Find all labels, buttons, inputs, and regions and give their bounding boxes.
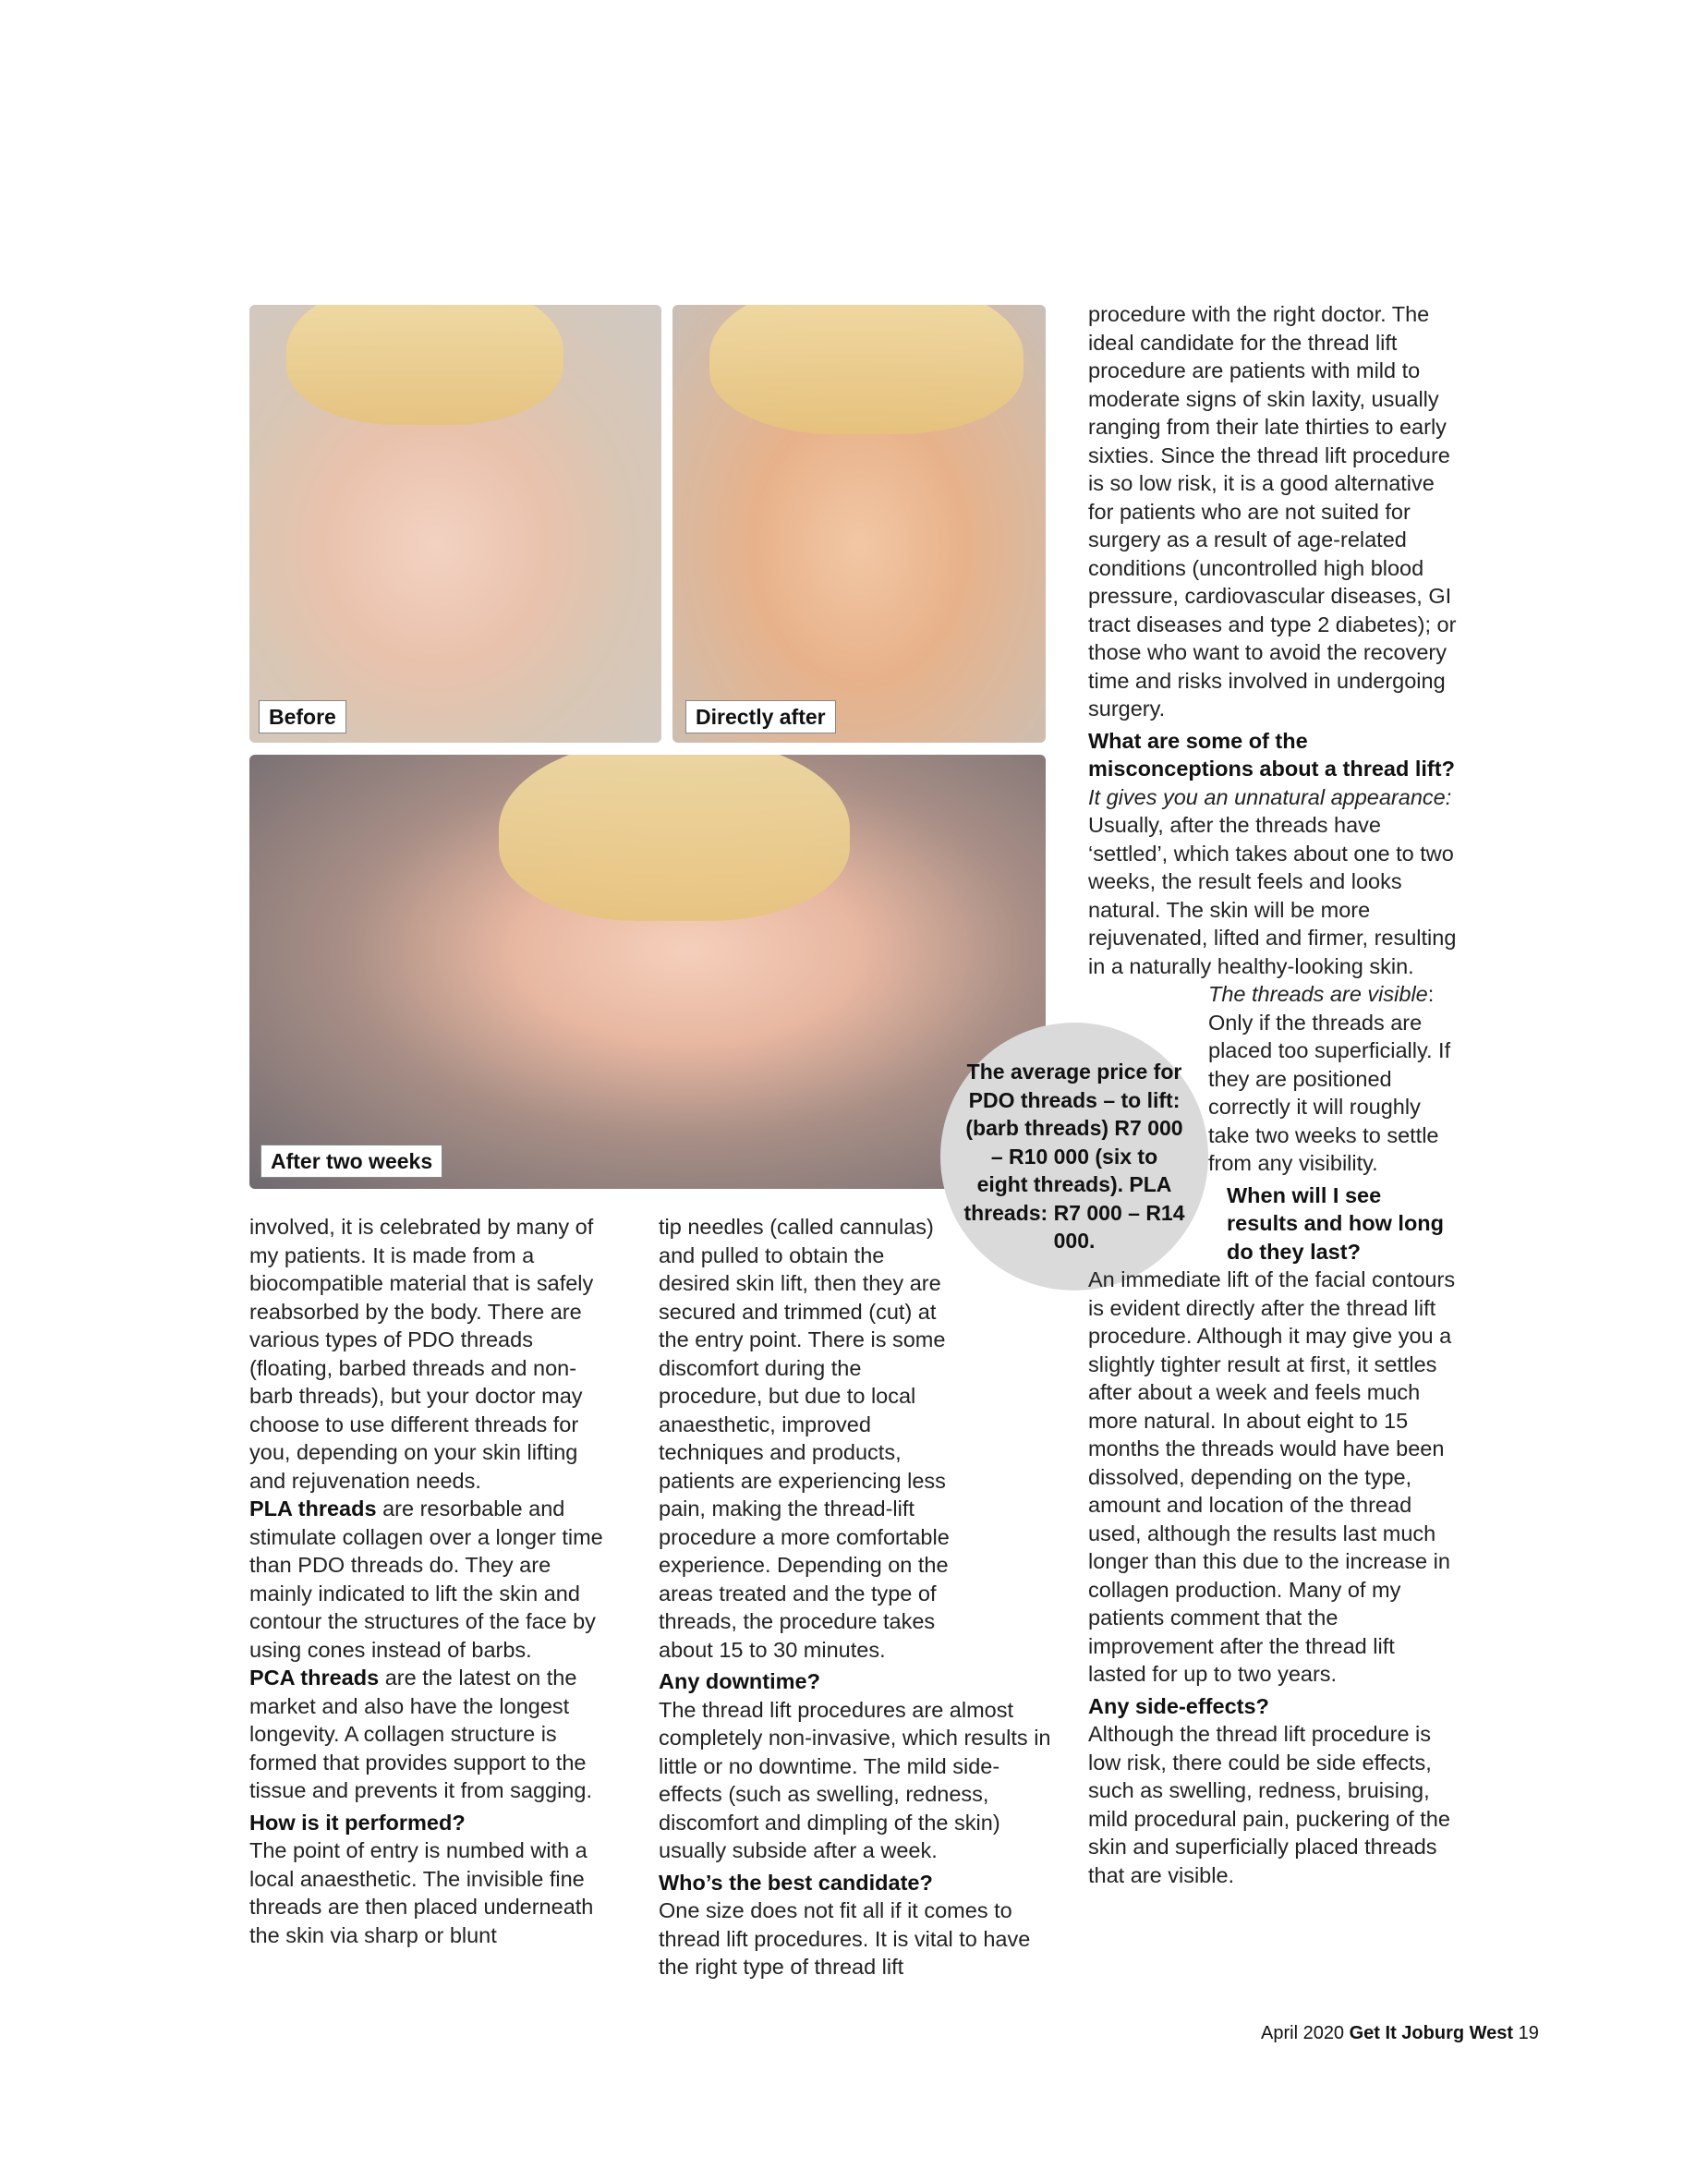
heading-results: When will I see results and how long do they last? [1227, 1182, 1445, 1264]
term-pca-threads: PCA threads [249, 1666, 380, 1690]
paragraph-text: are the latest on the market and also have the longest longevity. A collagen structure is formed that provides support to the tissue and prevents it from sagging. [249, 1666, 592, 1802]
paragraph-text: are resorbable and stimulate collagen over a longer time than PDO threads do. They are mainly indicated to lift the skin and contour the structures of the face by using cones instead of barbs. [249, 1496, 603, 1662]
hair-shape [286, 305, 563, 425]
paragraph-pca [249, 1664, 619, 1805]
after-two-weeks-photo [249, 755, 1046, 1189]
heading-side-effects: Any side-effects? [1088, 1693, 1269, 1718]
price-callout-text: The average price for PDO threads – to lift: (barb threads) R7 000 – R10 000 (six to eight threads). PLA threads: R7 000 – R14 000. [963, 1060, 1185, 1254]
paragraph: procedure with the right doctor. The ideal candidate for the thread lift procedure are patients with mild to moderate signs of skin laxity, usually ranging from their late thirties to early sixties. Since the thread lift procedure is so low risk, it is a good alternative for patients who are not suited for surgery as a result of age-related conditions (uncontrolled high blood pressure, cardiovascular diseases, GI tract diseases and type 2 diabetes); or those who want to avoid the recovery time and risks involved in undergoing surgery. [1088, 302, 1457, 721]
paragraph-pla [249, 1495, 619, 1664]
paragraph-visible [1088, 980, 1458, 1178]
page-footer [1261, 2023, 1539, 2044]
paragraph: An immediate lift of the facial contours is evident directly after the thread lift procedure. Although it may give you a slightly tighter result at first, it settles after about a week and feels much more natural. In about eight to 15 months the threads would have been dissolved, depending on the type, amount and location of the thread used, although the results last much longer than this due to the increase in collagen production. Many of my patients comment that the improvement after the thread lift lasted for up to two years. [1088, 1267, 1456, 1686]
heading-best-candidate: Who’s the best candidate? [659, 1870, 933, 1895]
heading-misconceptions: What are some of the misconceptions about a thread lift? [1088, 728, 1455, 781]
article-column-2 [659, 1213, 1056, 1981]
lead-visible: The threads are visible [1208, 982, 1428, 1006]
heading-downtime: Any downtime? [659, 1669, 820, 1693]
page-number: 19 [1513, 2023, 1539, 2043]
paragraph: The thread lift procedures are almost completely non-invasive, which results in little or no downtime. The mild side-effects (such as swelling, redness, discomfort and dimpling of the skin) usually subside after a week. [659, 1697, 1051, 1862]
hair-shape [709, 305, 1024, 434]
paragraph: The point of entry is numbed with a local anaesthetic. The invisible fine threads are then placed underneath the skin via sharp or blunt [249, 1838, 594, 1947]
directly-after-photo [672, 305, 1046, 743]
lead-unnatural: It gives you an unnatural appearance: [1088, 784, 1452, 809]
hair-shape [499, 755, 850, 921]
directly-after-label: Directly after [685, 700, 836, 733]
paragraph-unnatural [1088, 783, 1458, 981]
paragraph: One size does not fit all if it comes to thread lift procedures. It is vital to have the right type of thread lift [659, 1898, 1031, 1979]
footer-publication: Get It Joburg West [1349, 2023, 1514, 2043]
paragraph-text: : Only if the threads are placed too superficially. If they are positioned correctly it will roughly take two weeks to settle from any visibility. [1208, 982, 1451, 1175]
paragraph-text: Usually, after the threads have ‘settled’, which takes about one to two weeks, the result feels and looks natural. The skin will be more rejuvenated, lifted and firmer, resulting in a naturally healthy-looking skin. [1088, 813, 1457, 978]
footer-date: April 2020 [1261, 2023, 1350, 2043]
paragraph: involved, it is celebrated by many of my patients. It is made from a biocompatible material that is safely reabsorbed by the body. There are various types of PDO threads (floating, barbed threads and non-barb threads), but your doctor may choose to use different threads for you, depending on your skin lifting and rejuvenation needs. [249, 1215, 594, 1493]
term-pla-threads: PLA threads [249, 1496, 377, 1521]
before-photo [249, 305, 661, 743]
paragraph: tip needles (called cannulas) and pulled to obtain the desired skin lift, then they are secured and trimmed (cut) at the entry point. There is some discomfort during the procedure, but due to local anaesthetic, improved techniques and products, patients are experiencing less pain, making the thread-lift procedure a more comfortable experience. Depending on the areas treated and the type of threads, the procedure takes about 15 to 30 minutes. [659, 1215, 950, 1662]
heading-how-performed: How is it performed? [249, 1810, 466, 1835]
before-label: Before [259, 700, 346, 733]
article-column-3 [1088, 300, 1458, 1889]
after-two-weeks-label: After two weeks [260, 1145, 442, 1178]
paragraph: Although the thread lift procedure is low risk, there could be side effects, such as swelling, redness, bruising, mild procedural pain, puckering of the skin and superficially placed threads that are visible. [1088, 1722, 1450, 1887]
article-column-1 [249, 1213, 619, 1949]
